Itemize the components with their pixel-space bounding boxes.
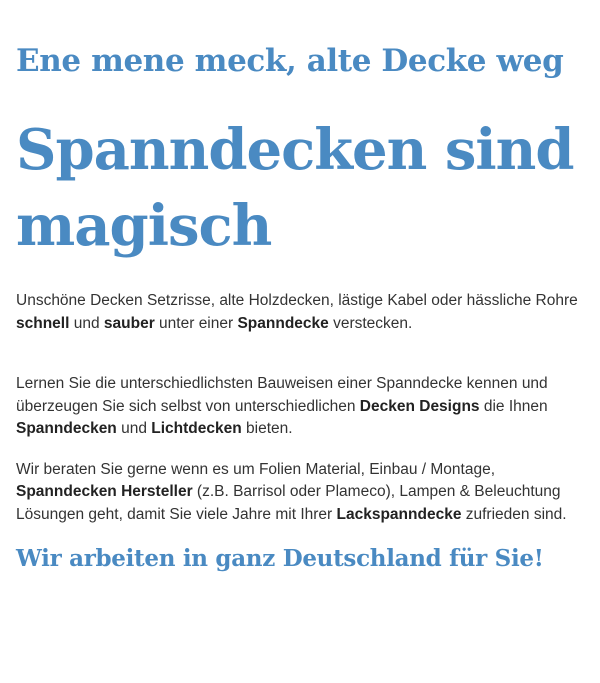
text-run: bieten. [241, 420, 293, 437]
consulting-paragraph [16, 459, 584, 527]
emphasis-sauber: sauber [103, 314, 155, 332]
emphasis-schnell: schnell [16, 314, 70, 332]
footer-heading: Wir arbeiten in ganz Deutschland für Sie! [16, 545, 544, 572]
text-run: Unschöne Decken Setzrisse, alte Holzdecken, lästige Kabel oder hässliche Rohre [16, 292, 578, 309]
text-run: die Ihnen [479, 397, 548, 415]
emphasis-spanndecken: Spanndecken [16, 420, 117, 437]
content-section [0, 42, 600, 574]
text-run: verstecken. [328, 314, 413, 332]
emphasis-decken-designs: Decken Designs [359, 397, 480, 415]
designs-paragraph [16, 373, 584, 441]
text-run: und [69, 314, 104, 332]
hero-line-1: Spanndecken sind [16, 117, 574, 183]
text-run: unter einer [154, 314, 238, 332]
kicker-heading: Ene mene meck, alte Decke weg [16, 43, 564, 79]
text-run: Lernen Sie die unterschiedlichsten Bauweisen einer Spanndecke kennen und überzeugen Sie sich selbst von unterschiedlichen [16, 375, 548, 415]
emphasis-spanndecken-hersteller: Spanndecken Hersteller [16, 483, 193, 500]
emphasis-lichtdecken: Lichtdecken [151, 420, 242, 437]
hero-line-2: magisch [16, 193, 272, 259]
emphasis-lackspanndecke: Lackspanndecke [336, 505, 462, 523]
text-run: zufrieden sind. [461, 505, 567, 523]
text-run: (z.B. Barrisol oder Plameco), Lampen & Beleuchtung Lösungen geht, damit Sie viele Jahre mit Ihrer [16, 483, 561, 523]
hero-heading [16, 112, 584, 264]
emphasis-spanndecke: Spanndecke [237, 314, 329, 332]
intro-paragraph [16, 290, 584, 335]
text-run: und [116, 420, 152, 437]
text-run: Wir beraten Sie gerne wenn es um Folien Material, Einbau / Montage, [16, 460, 496, 478]
